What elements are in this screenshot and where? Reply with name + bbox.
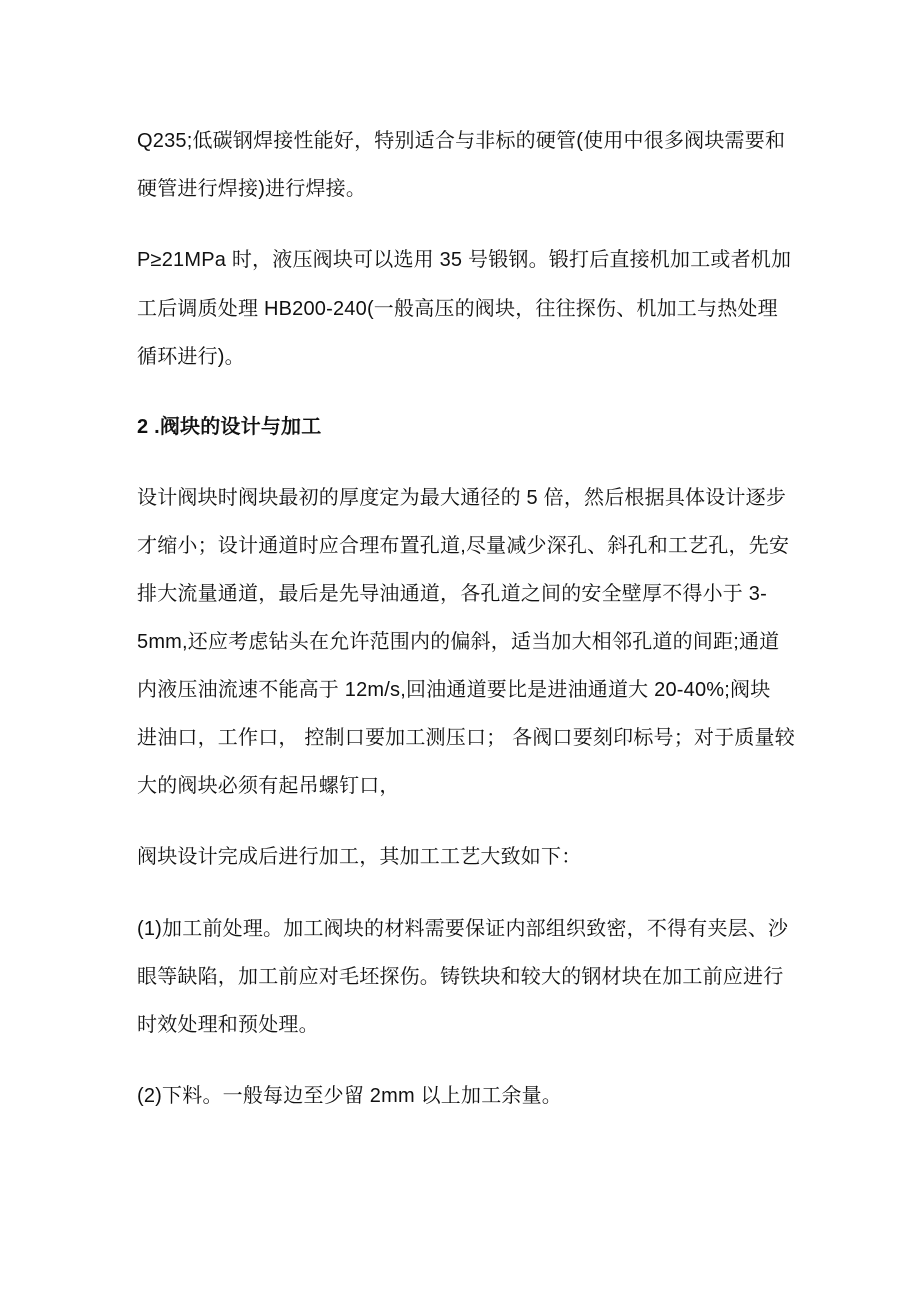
paragraph-6-line-1: (2)下料。一般每边至少留 2mm 以上加工余量。 <box>137 1085 562 1107</box>
paragraph-2-line-2: 工后调质处理 HB200-240(一般高压的阀块，往往探伤、机加工与热处理 <box>137 298 778 320</box>
paragraph-4-line-1: 阀块设计完成后进行加工，其加工工艺大致如下： <box>137 846 582 868</box>
paragraph-2-line-3: 循环进行)。 <box>137 346 245 368</box>
section-heading: 2 .阀块的设计与加工 <box>137 416 322 438</box>
paragraph-3-line-6: 进油口，工作口， 控制口要加工测压口； 各阀口要刻印标号；对于质量较 <box>137 727 795 749</box>
paragraph-5-line-3: 时效处理和预处理。 <box>137 1014 319 1036</box>
paragraph-5-line-2: 眼等缺陷，加工前应对毛坯探伤。铸铁块和较大的钢材块在加工前应进行 <box>137 966 784 988</box>
paragraph-5-line-1: (1)加工前处理。加工阀块的材料需要保证内部组织致密，不得有夹层、沙 <box>137 918 789 940</box>
paragraph-3-line-7: 大的阀块必须有起吊螺钉口， <box>137 775 400 797</box>
paragraph-3-line-3: 排大流量通道，最后是先导油通道，各孔道之间的安全壁厚不得小于 3- <box>137 583 767 605</box>
paragraph-1-line-2: 硬管进行焊接)进行焊接。 <box>137 178 367 200</box>
paragraph-3-line-2: 才缩小；设计通道时应合理布置孔道,尽量减少深孔、斜孔和工艺孔，先安 <box>137 535 790 557</box>
paragraph-3-line-1: 设计阀块时阀块最初的厚度定为最大通径的 5 倍，然后根据具体设计逐步 <box>137 487 787 509</box>
paragraph-1-line-1: Q235;低碳钢焊接性能好，特别适合与非标的硬管(使用中很多阀块需要和 <box>137 130 786 152</box>
paragraph-3-line-5: 内液压油流速不能高于 12m/s,回油通道要比是进油通道大 20-40%;阀块 <box>137 679 771 701</box>
paragraph-3-line-4: 5mm,还应考虑钻头在允许范围内的偏斜，适当加大相邻孔道的间距;通道 <box>137 631 780 653</box>
paragraph-2-line-1: P≥21MPa 时，液压阀块可以选用 35 号锻钢。锻打后直接机加工或者机加 <box>137 249 792 271</box>
